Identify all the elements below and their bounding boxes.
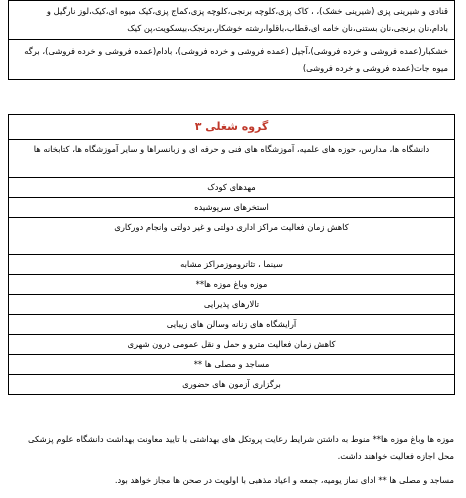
footnote-mosques: مساجد و مصلی ها ** ادای نماز یومیه، جمعه و اعیاد مذهبی با اولویت در صحن ها مجاز خواهد بود. [114, 475, 454, 485]
job-group-table-upper [8, 0, 455, 80]
table-row: مهدهای کودک [8, 178, 455, 198]
table-row: کاهش زمان فعالیت مراکز اداری دولتی و غیر دولتی وانجام دورکاری [8, 218, 455, 255]
table-row-confectionery: قنادی و شیرینی پزی (شیرینی خشک)، ، کاک پزی،کلوچه برنجی،کلوچه پزی،کماج پزی،کیک میوه ای،کیک،لوز نارگیل و بادام،نان برنجی،نان بستنی،نان خامه ای،قطاب،باقلوا،رشته خوشکار،برنجک،بیسکویت،پن کیک [8, 0, 455, 40]
table-row: استخرهای سرپوشیده [8, 198, 455, 218]
job-group-3-table [8, 114, 455, 395]
table-row: موزه وباغ موزه ها** [8, 275, 455, 295]
table-row: تالارهای پذیرایی [8, 295, 455, 315]
table-row: برگزاری آزمون های حضوری [8, 375, 455, 395]
table-row: آرایشگاه های زنانه وسالن های زیبایی [8, 315, 455, 335]
table-heading-job-group-3: گروه شغلی ۳ [8, 114, 455, 140]
table-row: مساجد و مصلی ها ** [8, 355, 455, 375]
table-row-dried-fruits: خشکبار(عمده فروشی و خرده فروشی)،آجیل (عمده فروشی و خرده فروشی)، بادام(عمده فروشی و خرده فروشی)، برگه میوه جات(عمده فروشی و خرده فروشی) [8, 40, 455, 80]
table-row: دانشگاه ها، مدارس، حوزه های علمیه، آموزشگاه های فنی و حرفه ای و زبانسراها و سایر آموزشگاه ها، کتابخانه ها [8, 140, 455, 178]
footnote-museums: موزه ها وباغ موزه ها** منوط به داشتن شرایط رعایت پروتکل های بهداشتی با تایید معاونت بهداشت دانشگاه علوم پزشکی محل اجازه فعالیت خواهند داشت. [28, 434, 454, 461]
table-row: سینما ، تئاتروموزمراکز مشابه [8, 255, 455, 275]
table-row: کاهش زمان فعالیت مترو و حمل و نقل عمومی درون شهری [8, 335, 455, 355]
